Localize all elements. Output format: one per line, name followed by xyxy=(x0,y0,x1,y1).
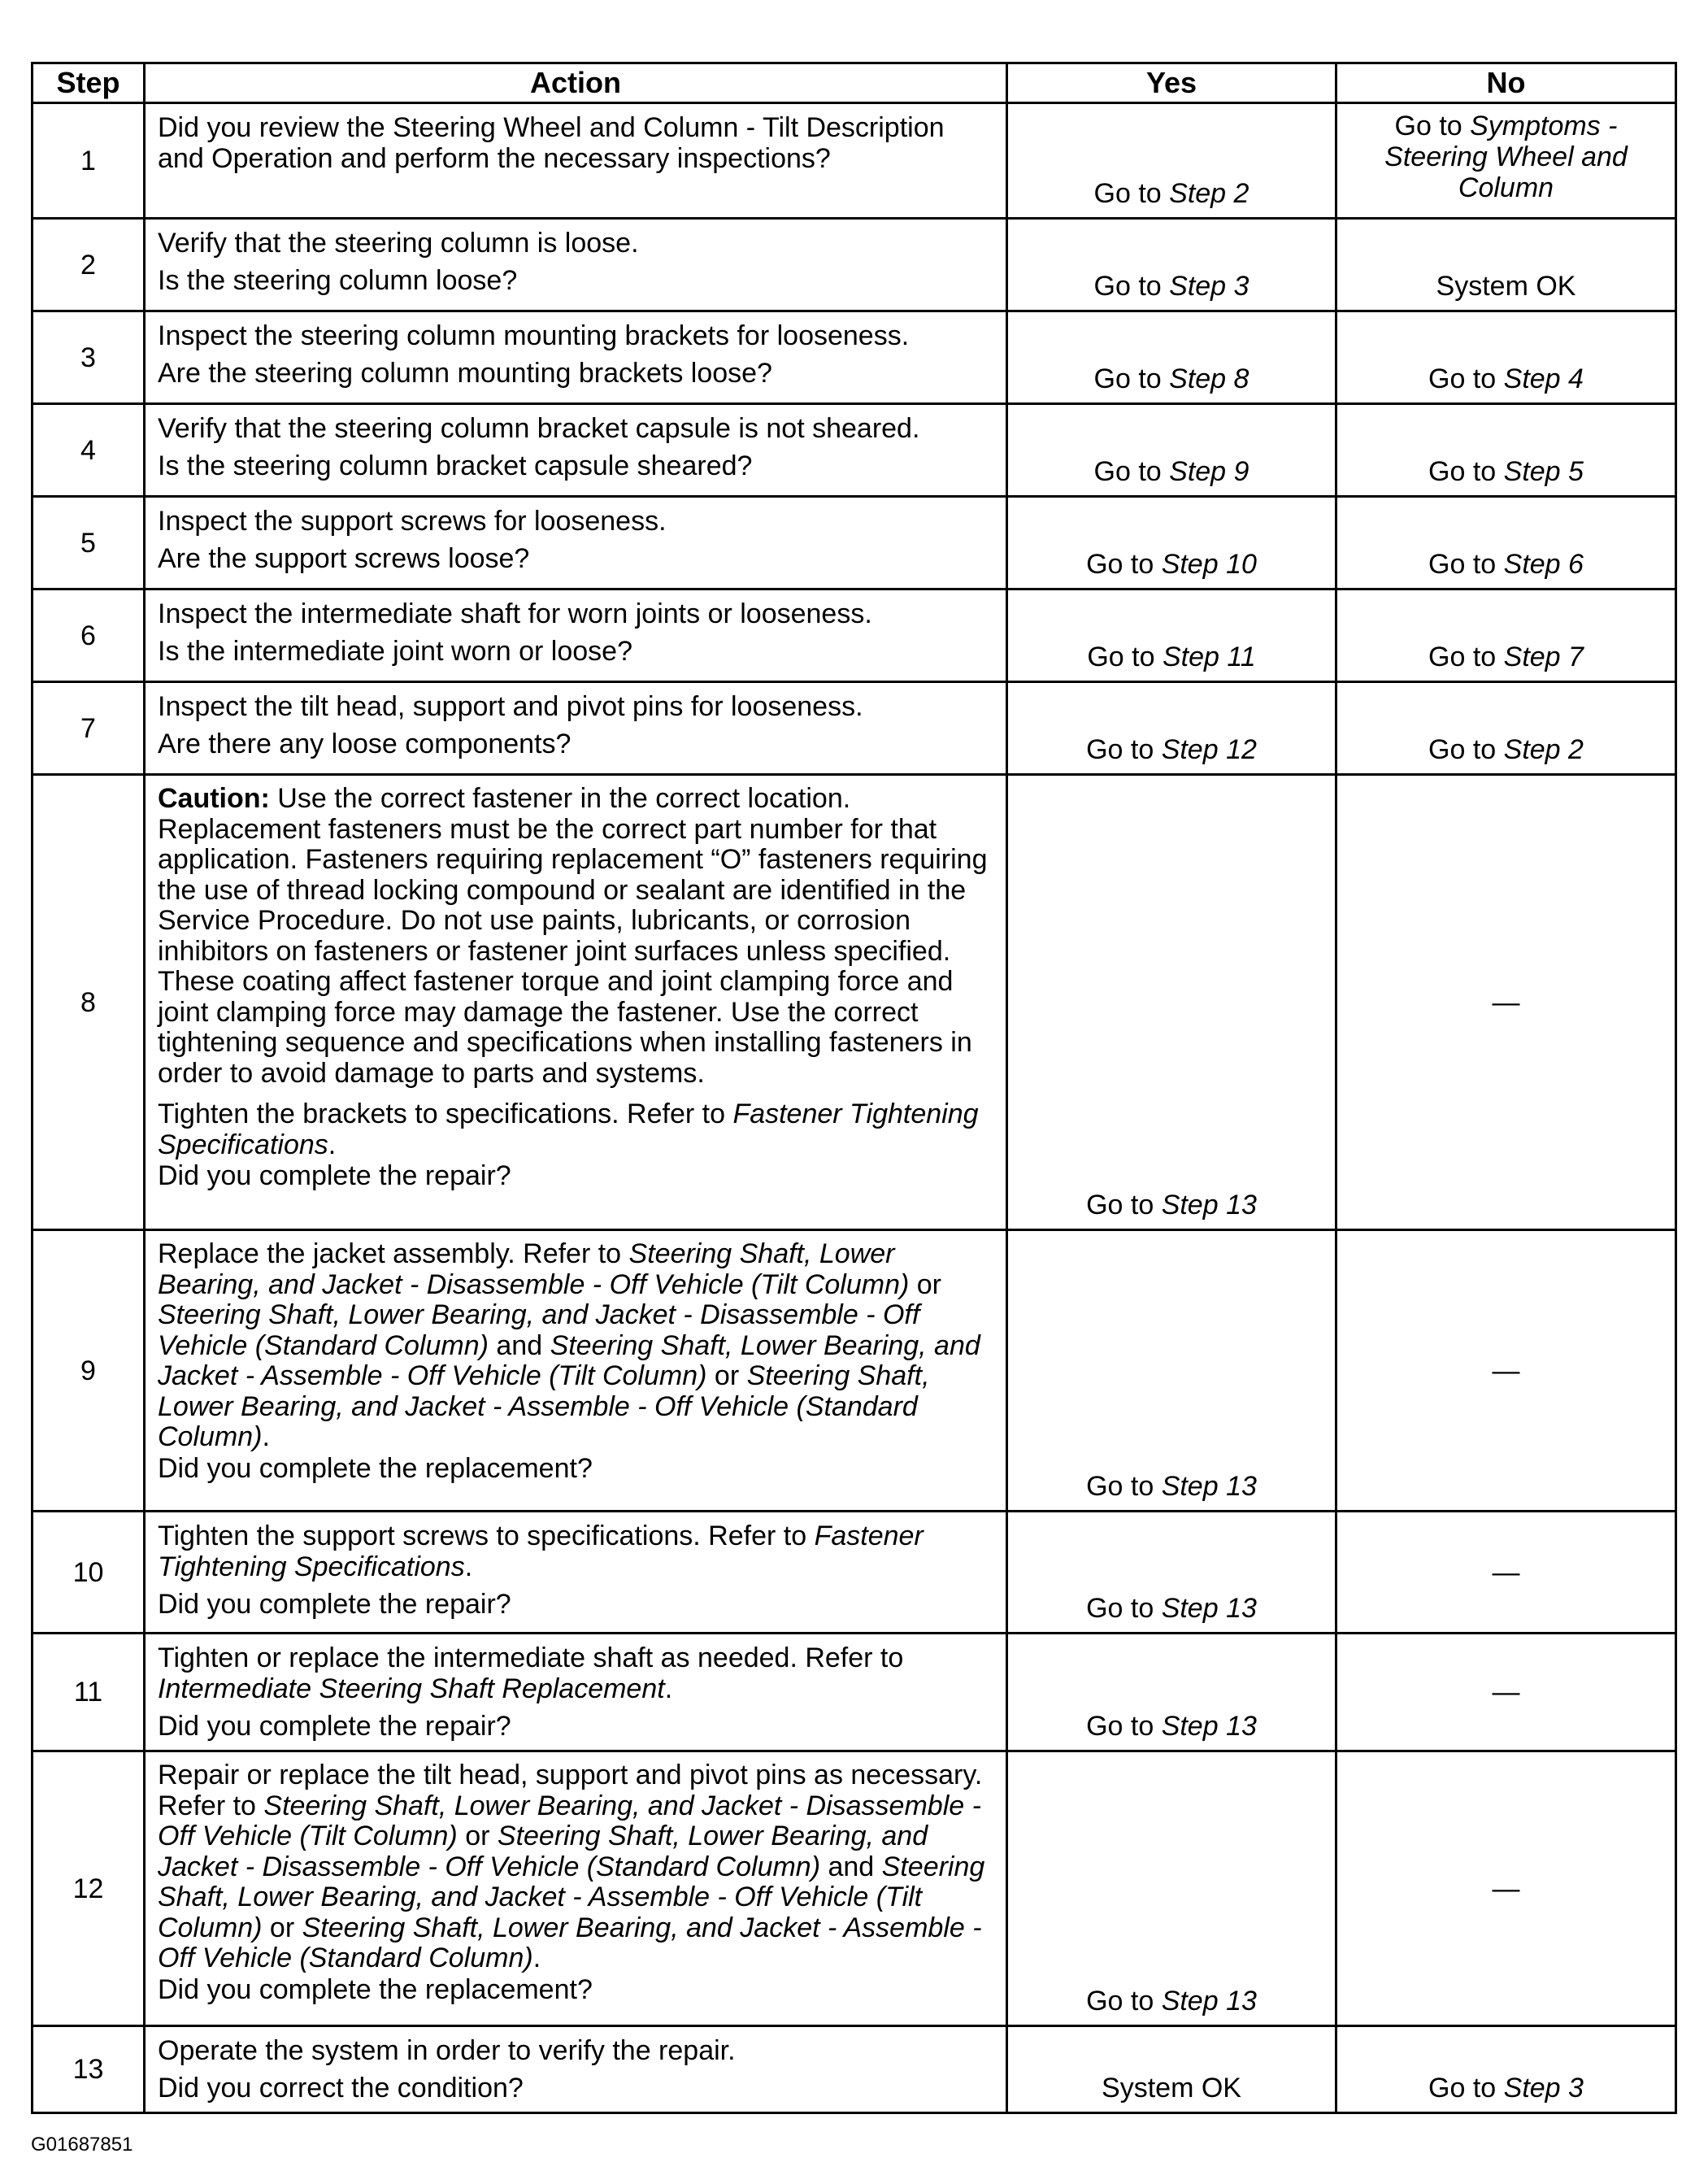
procedure-reference: Steering Shaft, Lower Bearing, and Jacket - Disassemble - Off Vehicle (Tilt Column) xyxy=(158,1238,910,1300)
action-line xyxy=(158,1642,996,1704)
action-text: Is the intermediate joint worn or loose? xyxy=(158,636,632,667)
step-cell: 12 xyxy=(33,1751,145,2026)
action-cell xyxy=(145,590,1007,682)
yes-step-reference: Step 13 xyxy=(1161,1471,1257,1502)
table-row xyxy=(33,2026,1676,2113)
yes-cell xyxy=(1007,219,1336,311)
action-cell xyxy=(145,311,1007,404)
no-step-reference: Step 3 xyxy=(1503,2073,1584,2104)
action-text: . xyxy=(532,1943,541,1973)
step-cell: 5 xyxy=(33,497,145,590)
action-text: Is the steering column loose? xyxy=(158,265,518,296)
action-cell xyxy=(145,1512,1007,1634)
header-step: Step xyxy=(33,63,145,103)
action-cell xyxy=(145,103,1007,219)
step-cell: 9 xyxy=(33,1230,145,1512)
action-cell xyxy=(145,2026,1007,2113)
yes-cell xyxy=(1007,1512,1336,1634)
procedure-reference: Steering Shaft, Lower Bearing, and Jacket - Disassemble - Off Vehicle (Tilt Column) xyxy=(158,1790,981,1851)
no-result-text: Go to xyxy=(1428,2073,1504,2104)
action-line xyxy=(158,729,996,759)
yes-step-reference: Step 11 xyxy=(1162,642,1256,672)
table-row xyxy=(33,682,1676,775)
caution-text: Use the correct fastener in the correct location. Replacement fasteners must be the correct part number for that application. Fasteners requiring replacement “O” fasteners requiring the use of thread locking compound or sealant are identified in the Service Procedure. Do not use paints, lubricants, or corrosion inhibitors on fasteners or fastener joint surfaces unless specified. These coating affect fastener torque and joint clamping force and joint clamping force may damage the fastener. Use the correct tightening sequence and specifications when installing fasteners in order to avoid damage to parts and systems. xyxy=(158,783,988,1089)
action-text: Verify that the steering column bracket capsule is not sheared. xyxy=(158,413,920,444)
no-cell xyxy=(1336,497,1676,590)
table-row xyxy=(33,1751,1676,2026)
no-cell xyxy=(1336,1230,1676,1512)
action-cell xyxy=(145,682,1007,775)
action-line xyxy=(158,1521,996,1582)
action-line xyxy=(158,450,996,481)
action-text: Are the support screws loose? xyxy=(158,543,530,574)
yes-result-text: Go to xyxy=(1093,363,1170,394)
caution-paragraph xyxy=(158,784,996,1089)
procedure-reference: Intermediate Steering Shaft Replacement xyxy=(158,1673,665,1704)
table-row xyxy=(33,311,1676,404)
procedure-reference: Steering Shaft, Lower Bearing, and Jacket - Assemble - Off Vehicle (Tilt Column) xyxy=(158,1851,985,1943)
table-row xyxy=(33,1634,1676,1751)
action-line xyxy=(158,413,996,444)
yes-result-text: Go to xyxy=(1086,1711,1162,1742)
no-result-text: — xyxy=(1492,1873,1520,1904)
yes-result-text: Go to xyxy=(1086,549,1162,580)
header-action: Action xyxy=(145,63,1007,103)
action-text: Repair or replace the tilt head, support and pivot pins as necessary. Refer to xyxy=(158,1760,983,1821)
action-text: Inspect the support screws for looseness. xyxy=(158,506,667,537)
caution-label: Caution: xyxy=(158,783,270,814)
yes-step-reference: Step 2 xyxy=(1169,178,1249,209)
action-text: Did you complete the replacement? xyxy=(158,1452,593,1484)
yes-result-text: Go to xyxy=(1093,456,1170,487)
no-result-text: Go to xyxy=(1428,456,1504,487)
table-row xyxy=(33,497,1676,590)
action-text: Did you complete the repair? xyxy=(158,1589,511,1620)
no-result-text: Go to xyxy=(1394,111,1471,141)
action-text: . xyxy=(664,1673,673,1704)
no-cell xyxy=(1336,590,1676,682)
no-cell xyxy=(1336,682,1676,775)
action-text: . xyxy=(262,1421,270,1452)
action-cell xyxy=(145,219,1007,311)
action-line xyxy=(158,358,996,389)
action-cell xyxy=(145,775,1007,1230)
no-result-text: Go to xyxy=(1428,734,1504,765)
step-cell: 3 xyxy=(33,311,145,404)
no-cell xyxy=(1336,404,1676,497)
action-text: Inspect the tilt head, support and pivot pins for looseness. xyxy=(158,691,863,722)
action-text: Verify that the steering column is loose. xyxy=(158,228,639,259)
procedure-reference: Steering Shaft, Lower Bearing, and Jacket - Disassemble - Off Vehicle (Standard Column) xyxy=(158,1821,928,1882)
header-row xyxy=(33,63,1676,103)
action-line xyxy=(158,543,996,574)
no-result-text: — xyxy=(1492,1556,1520,1588)
yes-result-text: Go to xyxy=(1086,1190,1162,1220)
yes-result-text: Go to xyxy=(1087,642,1163,672)
yes-step-reference: Step 9 xyxy=(1169,456,1249,487)
action-line xyxy=(158,2035,996,2066)
action-text: Did you correct the condition? xyxy=(158,2073,524,2104)
yes-cell xyxy=(1007,682,1336,775)
step-cell: 2 xyxy=(33,219,145,311)
table-row xyxy=(33,1512,1676,1634)
yes-step-reference: Step 8 xyxy=(1169,363,1249,394)
no-step-reference: Step 4 xyxy=(1503,363,1584,394)
action-line xyxy=(158,228,996,259)
table-row xyxy=(33,404,1676,497)
action-text: Tighten the support screws to specifications. Refer to xyxy=(158,1521,815,1551)
yes-step-reference: Step 13 xyxy=(1161,1593,1257,1624)
action-cell xyxy=(145,1751,1007,2026)
procedure-reference: Steering Shaft, Lower Bearing, and Jacket - Assemble - Off Vehicle (Standard Column) xyxy=(158,1360,930,1452)
procedure-reference: Steering Shaft, Lower Bearing, and Jacket - Assemble - Off Vehicle (Standard Column) xyxy=(158,1912,982,1973)
no-cell xyxy=(1336,219,1676,311)
procedure-reference: Steering Shaft, Lower Bearing, and Jacket - Assemble - Off Vehicle (Tilt Column) xyxy=(158,1329,980,1391)
yes-cell xyxy=(1007,775,1336,1230)
action-line xyxy=(158,636,996,667)
action-text: or xyxy=(706,1360,747,1391)
no-result-text: — xyxy=(1492,986,1520,1018)
action-text: . xyxy=(328,1129,337,1160)
table-row xyxy=(33,103,1676,219)
yes-cell xyxy=(1007,497,1336,590)
action-text: Are the steering column mounting brackets loose? xyxy=(158,358,772,389)
action-line xyxy=(158,2073,996,2104)
action-paragraph xyxy=(158,1239,996,1453)
action-text: Inspect the intermediate shaft for worn joints or looseness. xyxy=(158,598,872,629)
action-text: Replace the jacket assembly. Refer to xyxy=(158,1238,629,1269)
action-line xyxy=(158,1974,996,2005)
step-cell: 13 xyxy=(33,2026,145,2113)
action-cell xyxy=(145,1634,1007,1751)
yes-cell xyxy=(1007,311,1336,404)
procedure-reference: Fastener Tightening Specifications xyxy=(158,1099,979,1160)
action-text: Did you complete the replacement? xyxy=(158,1973,593,2005)
action-text: and xyxy=(488,1329,550,1361)
action-cell xyxy=(145,1230,1007,1512)
step-cell: 7 xyxy=(33,682,145,775)
action-cell xyxy=(145,404,1007,497)
action-text: Did you complete the repair? xyxy=(158,1160,511,1191)
no-cell xyxy=(1336,1512,1676,1634)
diagnostic-table xyxy=(31,62,1677,2114)
no-cell xyxy=(1336,103,1676,219)
action-line xyxy=(158,1589,996,1620)
step-cell: 11 xyxy=(33,1634,145,1751)
step-cell: 4 xyxy=(33,404,145,497)
yes-result-text: System OK xyxy=(1102,2073,1241,2104)
table-row xyxy=(33,1230,1676,1512)
no-step-reference: Step 2 xyxy=(1503,734,1584,765)
yes-step-reference: Step 12 xyxy=(1161,734,1257,765)
action-line xyxy=(158,1160,996,1191)
action-line xyxy=(158,1711,996,1742)
no-result-text: — xyxy=(1492,1355,1520,1386)
yes-result-text: Go to xyxy=(1086,1471,1162,1502)
action-text: or xyxy=(262,1912,302,1943)
action-line xyxy=(158,506,996,537)
action-line xyxy=(158,1099,996,1160)
yes-cell xyxy=(1007,404,1336,497)
yes-result-text: Go to xyxy=(1086,1986,1162,2017)
action-line xyxy=(158,265,996,296)
action-cell xyxy=(145,497,1007,590)
action-text: or xyxy=(909,1268,942,1300)
action-line xyxy=(158,320,996,351)
no-result-text: Go to xyxy=(1428,549,1504,580)
step-cell: 1 xyxy=(33,103,145,219)
table-row xyxy=(33,590,1676,682)
no-step-reference: Symptoms - Steering Wheel and Column xyxy=(1384,111,1628,203)
yes-result-text: Go to xyxy=(1086,734,1162,765)
yes-result-text: Go to xyxy=(1093,178,1170,209)
action-text: Did you complete the repair? xyxy=(158,1711,511,1742)
action-text: Tighten the brackets to specifications. Refer to xyxy=(158,1099,733,1129)
no-cell xyxy=(1336,311,1676,404)
step-cell: 8 xyxy=(33,775,145,1230)
yes-cell xyxy=(1007,1751,1336,2026)
no-result-text: — xyxy=(1492,1677,1520,1708)
yes-step-reference: Step 10 xyxy=(1161,549,1257,580)
action-text: Are there any loose components? xyxy=(158,729,572,759)
diagnostic-table-sheet xyxy=(31,62,1675,2114)
step-cell: 6 xyxy=(33,590,145,682)
yes-step-reference: Step 3 xyxy=(1169,271,1249,302)
yes-cell xyxy=(1007,2026,1336,2113)
no-cell xyxy=(1336,775,1676,1230)
no-step-reference: Step 7 xyxy=(1503,642,1584,672)
yes-cell xyxy=(1007,590,1336,682)
figure-id: G01687851 xyxy=(31,2134,133,2156)
action-line xyxy=(158,598,996,629)
header-no: No xyxy=(1336,63,1676,103)
action-text: and xyxy=(820,1851,882,1882)
action-text: Did you review the Steering Wheel and Column - Tilt Description and Operation and perform the necessary inspections? xyxy=(158,112,945,174)
yes-result-text: Go to xyxy=(1093,271,1170,302)
no-result-text: System OK xyxy=(1436,271,1576,302)
yes-step-reference: Step 13 xyxy=(1161,1190,1257,1220)
action-text: or xyxy=(457,1821,498,1851)
yes-cell xyxy=(1007,103,1336,219)
procedure-reference: Steering Shaft, Lower Bearing, and Jacket - Disassemble - Off Vehicle (Standard Column) xyxy=(158,1299,920,1361)
procedure-reference: Fastener Tightening Specifications xyxy=(158,1521,924,1582)
yes-step-reference: Step 13 xyxy=(1161,1711,1257,1742)
yes-step-reference: Step 13 xyxy=(1161,1986,1257,2017)
no-step-reference: Step 5 xyxy=(1503,456,1584,487)
action-line xyxy=(158,1453,996,1484)
no-cell xyxy=(1336,2026,1676,2113)
action-line xyxy=(158,691,996,722)
action-text: Is the steering column bracket capsule sheared? xyxy=(158,450,753,481)
action-text: Operate the system in order to verify the repair. xyxy=(158,2035,736,2066)
yes-cell xyxy=(1007,1634,1336,1751)
action-text: Inspect the steering column mounting brackets for looseness. xyxy=(158,320,910,351)
step-cell: 10 xyxy=(33,1512,145,1634)
no-cell xyxy=(1336,1634,1676,1751)
table-row xyxy=(33,219,1676,311)
header-yes: Yes xyxy=(1007,63,1336,103)
yes-cell xyxy=(1007,1230,1336,1512)
no-cell xyxy=(1336,1751,1676,2026)
action-text: Tighten or replace the intermediate shaft as needed. Refer to xyxy=(158,1642,904,1673)
action-text: . xyxy=(464,1551,473,1582)
table-row xyxy=(33,775,1676,1230)
no-step-reference: Step 6 xyxy=(1503,549,1584,580)
action-line xyxy=(158,112,996,174)
action-paragraph xyxy=(158,1760,996,1974)
table-body xyxy=(33,103,1676,2113)
no-result-text: Go to xyxy=(1428,363,1504,394)
yes-result-text: Go to xyxy=(1086,1593,1162,1624)
no-result-text: Go to xyxy=(1428,642,1504,672)
